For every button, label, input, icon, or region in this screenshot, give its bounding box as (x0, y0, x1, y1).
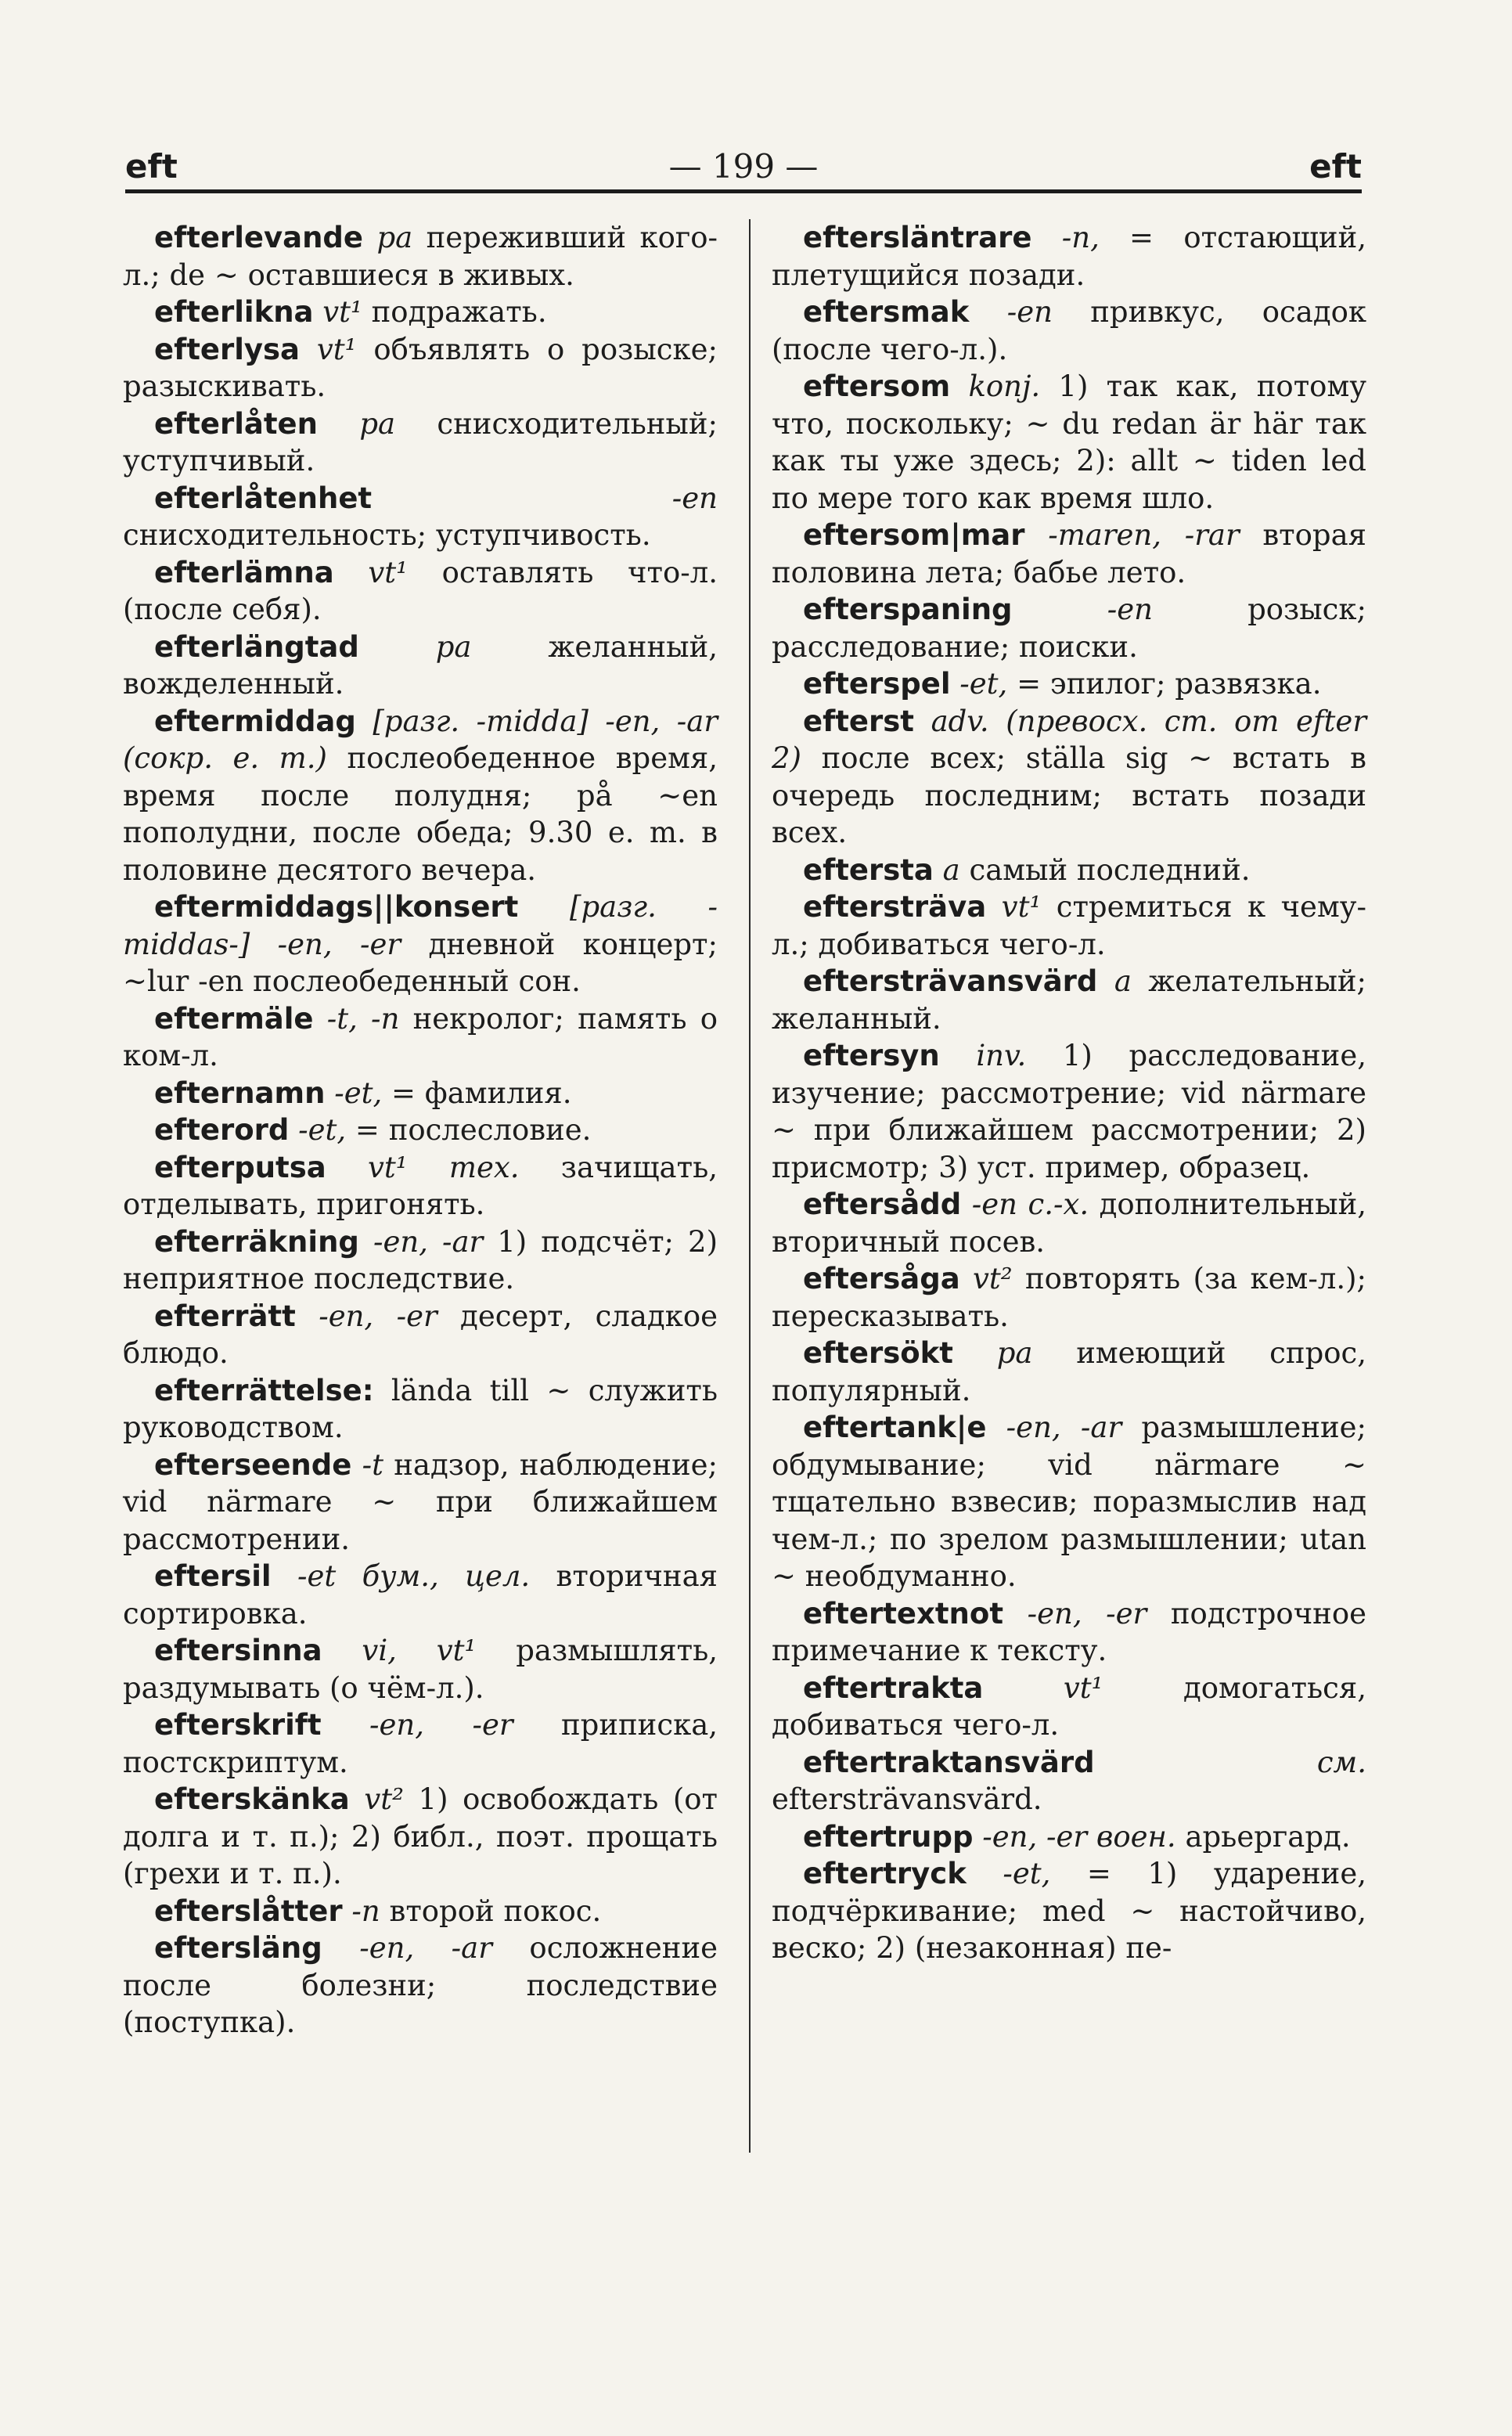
entry-grammar: -en (671, 481, 718, 515)
dictionary-entry (123, 331, 718, 405)
entry-translation: стремиться к чему-л.; добиваться чего-л. (772, 890, 1367, 961)
entry-headword: eftersmak (803, 295, 970, 329)
entry-translation: eftersträvansvärd. (772, 1782, 1042, 1816)
dictionary-entry (772, 852, 1366, 889)
left-column (123, 219, 718, 2041)
entry-headword: efterputsa (154, 1150, 326, 1184)
entry-grammar: -et бум., цел. (297, 1559, 531, 1593)
entry-headword: efterseende (154, 1447, 352, 1482)
entry-translation: lända till ~ служить руководством. (123, 1373, 718, 1444)
entry-headword: eftersträvansvärd (803, 964, 1098, 998)
entry-translation: вторая половина лета; бабье лето. (772, 518, 1366, 589)
entry-grammar: [разг. -midda] -en, -ar (сокр. e. m.) (123, 704, 718, 775)
dictionary-entry (123, 1632, 718, 1706)
entry-translation: дневной концерт; ~lur -en послеобеденный сон. (123, 927, 718, 998)
dictionary-entry (123, 480, 718, 554)
entry-grammar: -en, -er воен. (982, 1819, 1176, 1854)
entry-translation: послесловие. (388, 1113, 592, 1147)
dictionary-entry (772, 294, 1366, 368)
dictionary-entry (123, 1706, 718, 1781)
header-left-guideword: eft (125, 147, 178, 186)
entry-translation: зачищать, отделывать, пригонять. (123, 1150, 718, 1221)
dictionary-entry (123, 1558, 718, 1632)
entry-grammar: inv. (976, 1039, 1027, 1072)
entry-grammar: vt¹ (1001, 890, 1042, 924)
dictionary-entry (772, 1186, 1366, 1260)
entry-headword: efterskrift (154, 1708, 322, 1742)
dictionary-entry (123, 1149, 718, 1223)
entry-headword: eftertryck (803, 1857, 967, 1890)
entry-headword: eftertextnot (803, 1596, 1004, 1631)
entry-headword: efterlåten (154, 406, 318, 441)
dictionary-entry (123, 629, 718, 703)
header-rule (125, 189, 1362, 193)
entry-translation: имеющий спрос, популярный. (772, 1336, 1367, 1407)
entry-headword: eftersådd (803, 1187, 962, 1221)
entry-translation: фамилия. (424, 1076, 572, 1110)
entry-translation: переживший кого-л.; de ~ оставшиеся в живых. (123, 221, 718, 292)
entry-grammar: vt² (973, 1262, 1013, 1295)
entry-translation: 1) так как, потому что, поскольку; ~ du redan är här так как ты уже здесь; 2): allt ~ tiden led по мере того как время шло. (772, 369, 1366, 515)
dictionary-entry (123, 1000, 718, 1075)
entry-grammar: -en, -ar (1006, 1411, 1122, 1444)
entry-grammar: -en, -er (369, 1708, 513, 1742)
dictionary-entry (123, 1075, 718, 1112)
dictionary-entry (772, 665, 1366, 703)
dictionary-entry (772, 703, 1366, 852)
column-divider (749, 219, 751, 2153)
entry-translation: самый последний. (969, 852, 1251, 887)
entry-translation: послеобеденное время, время после полудня; på ~en пополудни, после обеда; 9.30 e. m. в половине десятого вечера. (123, 741, 718, 887)
dictionary-entry (123, 1930, 718, 2041)
entry-headword: eftersyn (803, 1039, 940, 1072)
entry-headword: eftersom|mar (803, 518, 1025, 552)
entry-headword: eftersåga (803, 1262, 960, 1295)
dictionary-entry (123, 1781, 718, 1893)
entry-grammar: pa (996, 1336, 1033, 1370)
entry-translation: привкус, осадок (после чего-л.). (772, 295, 1366, 366)
page-number: — 199 — (668, 147, 819, 186)
entry-translation: 1) ударение, подчёркивание; med ~ настойчиво, веско; 2) (незаконная) пе- (772, 1857, 1366, 1965)
entry-headword: efterst (803, 704, 914, 738)
entry-grammar: -en, -ar (373, 1224, 484, 1259)
dictionary-entry (772, 1595, 1366, 1670)
entry-translation: отстающий, плетущийся позади. (772, 221, 1367, 292)
entry-translation: снисходительность; уступчивость. (123, 518, 651, 552)
entry-translation: оставлять что-л. (после себя). (123, 555, 718, 626)
entry-headword: eftersökt (803, 1336, 953, 1370)
entry-translation: повторять (за кем-л.); пересказывать. (772, 1262, 1366, 1333)
entry-grammar: -en (1107, 593, 1153, 626)
entry-translation: домогаться, добиваться чего-л. (772, 1670, 1366, 1742)
entry-grammar: vt² (364, 1782, 404, 1816)
entry-headword: efterrättelse: (154, 1373, 374, 1407)
entry-grammar: pa (376, 221, 413, 254)
dictionary-entry (123, 294, 718, 331)
entry-translation: желательный; желанный. (772, 964, 1367, 1036)
entry-grammar: [разг. -middas-] -en, -er (123, 890, 718, 961)
entry-translation: объявлять о розыске; разыскивать. (123, 332, 718, 403)
entry-translation: эпилог; развязка. (1049, 667, 1322, 701)
entry-translation: розыск; расследование; поиски. (772, 593, 1366, 664)
entry-headword: eftersil (154, 1559, 272, 1593)
entry-grammar: konj. (968, 369, 1041, 403)
dictionary-entry (772, 591, 1366, 665)
entry-headword: efterlevande (154, 221, 364, 254)
dictionary-entry (123, 1112, 718, 1149)
entry-grammar: vt¹ (322, 295, 362, 329)
entry-translation: приписка, постскриптум. (123, 1708, 718, 1779)
dictionary-entry (772, 1037, 1366, 1186)
entry-grammar: pa (359, 406, 396, 441)
entry-headword: efterord (154, 1113, 290, 1147)
entry-headword: eftersta (803, 852, 934, 887)
entry-grammar: vt¹ (368, 555, 408, 589)
entry-grammar: -en (1006, 295, 1053, 329)
entry-grammar: -t, -n (326, 1001, 400, 1036)
page-header (125, 141, 1362, 188)
entry-headword: efterspel (803, 667, 951, 701)
entry-grammar: -t (362, 1447, 383, 1482)
entry-translation: желанный, вожделенный. (123, 629, 718, 701)
entry-translation: дополнительный, вторичный посев. (772, 1187, 1366, 1259)
dictionary-entry (772, 368, 1366, 517)
entry-translation: подражать. (371, 295, 547, 329)
dictionary-entry (772, 888, 1366, 963)
entry-grammar: -en, -ar (359, 1931, 492, 1965)
entry-headword: efterskänka (154, 1782, 350, 1816)
dictionary-entry (123, 1223, 718, 1298)
dictionary-entry (123, 1372, 718, 1447)
entry-grammar: a (1114, 964, 1132, 998)
entry-translation: размышлять, раздумывать (о чём-л.). (123, 1634, 718, 1705)
entry-headword: efterspaning (803, 593, 1013, 626)
entry-translation: некролог; память о ком-л. (123, 1001, 718, 1072)
entry-grammar: -et, = (298, 1113, 380, 1147)
entry-translation: вторичная сортировка. (123, 1559, 718, 1631)
dictionary-entry (123, 703, 718, 889)
entry-headword: efterlikna (154, 295, 314, 329)
entry-grammar: vi, vt¹ (362, 1634, 477, 1667)
entry-headword: eftermäle (154, 1001, 314, 1036)
dictionary-entry (123, 554, 718, 629)
dictionary-entry (772, 963, 1366, 1037)
entry-grammar: -en, -er (1027, 1596, 1147, 1631)
dictionary-entry (772, 1818, 1366, 1856)
entry-headword: eftertrakta (803, 1670, 984, 1705)
entry-headword: eftermiddag (154, 704, 356, 738)
entry-headword: eftertrupp (803, 1819, 974, 1854)
entry-grammar: adv. (превосх. ст. от efter 2) (772, 704, 1367, 775)
entry-headword: efterlängtad (154, 629, 359, 664)
entry-translation: десерт, сладкое блюдо. (123, 1299, 718, 1370)
entry-headword: efterlysa (154, 332, 301, 366)
entry-grammar: a (942, 852, 960, 887)
entry-grammar: -n (351, 1894, 380, 1928)
entry-translation: подстрочное примечание к тексту. (772, 1596, 1366, 1667)
header-right-guideword: eft (1309, 147, 1362, 186)
dictionary-entry (772, 219, 1366, 294)
entry-translation: 1) освобождать (от долга и т. п.); 2) библ., поэт. прощать (грехи и т. п.). (123, 1782, 718, 1890)
dictionary-entry (772, 1670, 1366, 1744)
entry-grammar: см. (1316, 1745, 1366, 1779)
entry-headword: efterlåtenhet (154, 481, 373, 515)
entry-headword: efterräkning (154, 1224, 359, 1259)
entry-headword: efterrätt (154, 1299, 296, 1333)
entry-grammar: -maren, -rar (1048, 518, 1240, 552)
dictionary-entry (772, 1409, 1366, 1595)
entry-translation: надзор, наблюдение; vid närmare ~ при ближайшем рассмотрении. (123, 1447, 718, 1556)
entry-headword: eftermiddags||konsert (154, 890, 519, 924)
right-column (772, 219, 1366, 1967)
dictionary-entry (772, 1855, 1366, 1967)
entry-headword: eftertraktansvärd (803, 1745, 1095, 1779)
entry-translation: 1) расследование, изучение; рассмотрение; vid närmare ~ при ближайшем рассмотрении; 2) присмотр; 3) уст. пример, образец. (772, 1039, 1366, 1184)
entry-grammar: -en, -er (319, 1299, 437, 1333)
entry-headword: efternamn (154, 1076, 326, 1110)
entry-grammar: vt¹ тех. (368, 1150, 520, 1184)
dictionary-entry (123, 219, 718, 294)
entry-translation: размышление; обдумывание; vid närmare ~ тщательно взвесив; поразмыслив над чем-л.; по зрелом размышлении; utan ~ необдуманно. (772, 1411, 1367, 1593)
dictionary-entry (123, 888, 718, 1000)
entry-headword: eftersläng (154, 1931, 322, 1965)
entry-headword: eftertank|e (803, 1411, 987, 1444)
dictionary-entry (772, 1744, 1366, 1818)
entry-grammar: -et, = (334, 1076, 416, 1110)
entry-grammar: -et, = (1003, 1857, 1111, 1890)
dictionary-entry (772, 1260, 1366, 1335)
entry-translation: осложнение после болезни; последствие (поступка). (123, 1931, 718, 2039)
dictionary-entry (123, 1893, 718, 1930)
dictionary-entry (123, 1447, 718, 1559)
entry-translation: после всех; ställa sig ~ встать в очередь последним; встать позади всех. (772, 741, 1367, 849)
entry-grammar: -et, = (959, 667, 1042, 701)
dictionary-entry (772, 1335, 1366, 1409)
entry-grammar: vt¹ (1063, 1670, 1103, 1705)
entry-headword: efterslåtter (154, 1894, 343, 1928)
entry-grammar: -en с.-х. (971, 1187, 1089, 1221)
entry-grammar: pa (435, 629, 472, 664)
entry-grammar: vt¹ (316, 332, 357, 366)
entry-headword: eftersträva (803, 890, 987, 924)
dictionary-entry (123, 405, 718, 480)
entry-translation: арьергард. (1185, 1819, 1351, 1854)
dictionary-entry (123, 1298, 718, 1372)
entry-headword: eftersläntrare (803, 221, 1032, 254)
entry-translation: 1) подсчёт; 2) неприятное последствие. (123, 1224, 718, 1295)
entry-headword: eftersinna (154, 1634, 322, 1667)
entry-headword: efterlämna (154, 555, 334, 589)
entry-translation: второй покос. (389, 1894, 602, 1928)
dictionary-entry (772, 517, 1366, 591)
entry-headword: eftersom (803, 369, 951, 403)
entry-grammar: -n, = (1061, 221, 1154, 254)
entry-translation: снисходительный; уступчивый. (123, 406, 718, 477)
